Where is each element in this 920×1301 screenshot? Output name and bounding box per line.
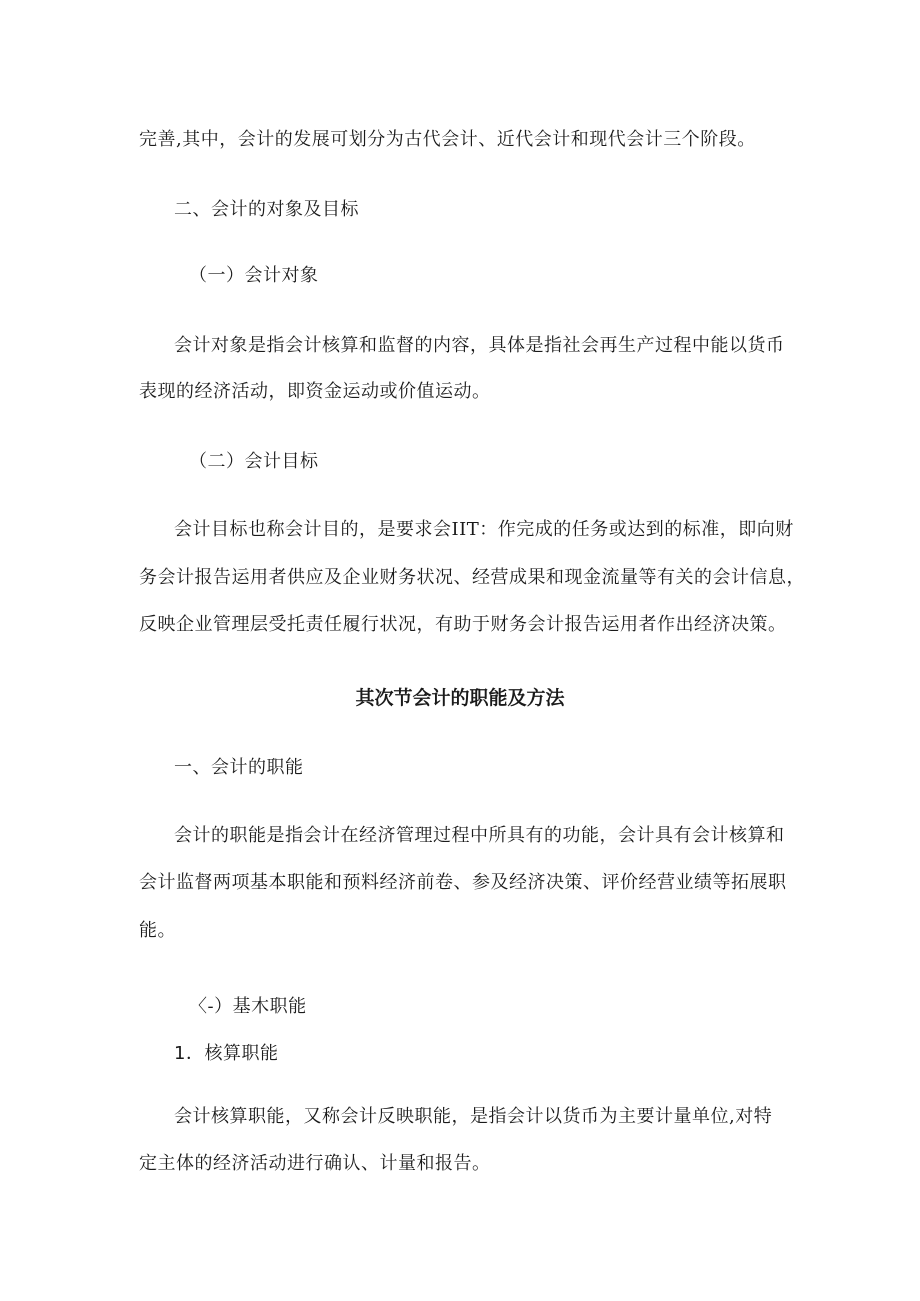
paragraph-line: 能。: [139, 920, 176, 941]
paragraph-line: 完善,其中，会计的发展可划分为古代会计、近代会计和现代会计三个阶段。: [139, 129, 756, 150]
paragraph-line: 反映企业管理层受托责任履行状况，有助于财务会计报告运用者作出经济决策。: [139, 614, 787, 635]
paragraph-line: 会计对象是指会计核算和监督的内容，具体是指社会再生产过程中能以货币: [174, 335, 785, 356]
heading-objects-and-goals: 二、会计的对象及目标: [174, 199, 359, 220]
numbered-heading-accounting-function: 1．核算职能: [174, 1043, 279, 1064]
subheading-accounting-goal: （二）会计目标: [189, 451, 319, 472]
paragraph-line: 会计的职能是指会计在经济管理过程中所具有的功能，会计具有会计核算和: [174, 825, 785, 846]
heading-functions: 一、会计的职能: [174, 757, 304, 778]
paragraph-line: 会计目标也称会计目的，是要求会IIT：作完成的任务或达到的标准，即向财: [174, 519, 794, 540]
subheading-accounting-object: （一）会计对象: [189, 265, 319, 286]
paragraph-line: 务会计报告运用者供应及企业财务状况、经营成果和现金流量等有关的会计信息，: [139, 567, 805, 588]
paragraph-line: 定主体的经济活动进行确认、计量和报告。: [139, 1153, 491, 1174]
section-title: 其次节会计的职能及方法: [355, 687, 565, 709]
paragraph-line: 会计监督两项基本职能和预料经济前卷、参及经济决策、评价经营业绩等拓展职: [139, 872, 787, 893]
paragraph-line: 表现的经济活动，即资金运动或价值运动。: [139, 381, 491, 402]
paragraph-line: 会计核算职能，又称会计反映职能，是指会计以货币为主要计量单位,对特: [174, 1106, 773, 1127]
subheading-basic-functions: 〈-）基木职能: [189, 996, 307, 1017]
